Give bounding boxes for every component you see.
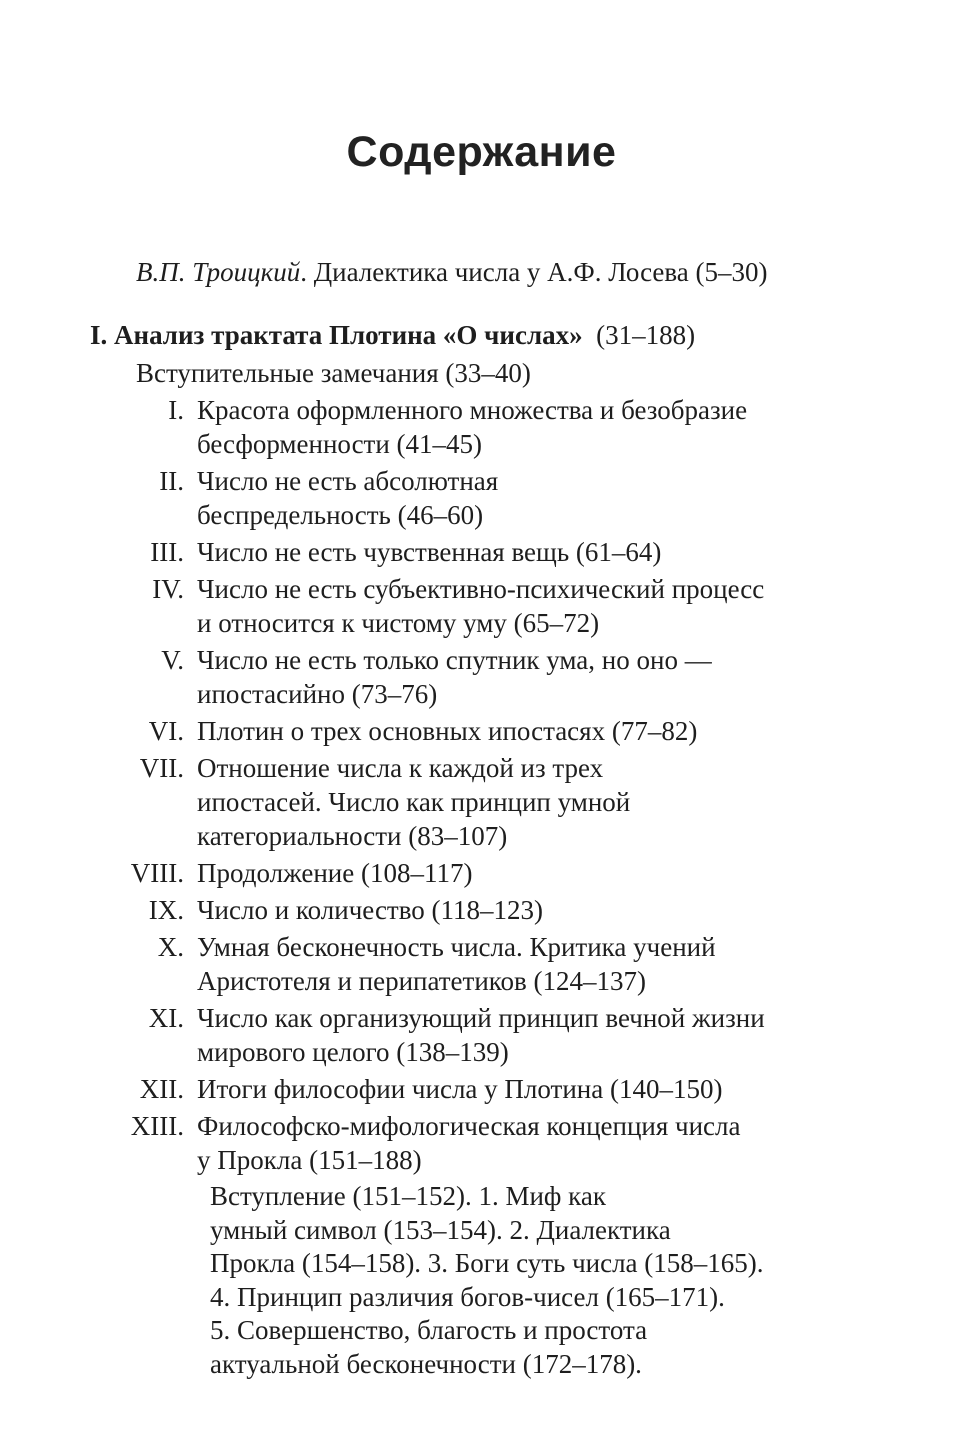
chapter-title [197, 393, 837, 461]
chapter-list [0, 393, 963, 1177]
part-number: I. [90, 320, 108, 350]
chapter-number: IX. [148, 895, 184, 925]
toc-entry-intro-remarks[interactable] [136, 356, 531, 390]
chapter-number: II. [159, 466, 184, 496]
chapter-title-line: Плотин о трех основных ипостасях (77–82) [197, 716, 698, 746]
chapter-title [197, 893, 837, 927]
toc-part-heading[interactable] [90, 318, 695, 352]
subsection-line[interactable]: 4. Принцип различия богов-чисел (165–171). [210, 1281, 725, 1312]
chapter-title [197, 1001, 837, 1069]
chapter-title-line: ипостасийно (73–76) [197, 679, 438, 709]
chapter-number: III. [150, 537, 184, 567]
chapter-number: I. [168, 395, 184, 425]
chapter-title [197, 1109, 837, 1177]
chapter-title-line: Число не есть абсолютная [197, 466, 499, 496]
subsection-line[interactable]: умный символ (153–154). 2. Диалектика [210, 1214, 671, 1245]
chapter-number: X. [157, 932, 184, 962]
chapter-title-line: Красота оформленного множества и безобразие [197, 395, 748, 425]
chapter-title-line: Отношение числа к каждой из трех [197, 753, 604, 783]
chapter-number: V. [161, 645, 184, 675]
chapter-title [197, 572, 837, 640]
chapter-entry[interactable] [0, 393, 963, 461]
chapter-entry[interactable] [0, 1109, 963, 1177]
intro-title: . Диалектика числа у А.Ф. Лосева (5–30) [300, 257, 768, 287]
chapter-title-line: Итоги философии числа у Плотина (140–150) [197, 1074, 723, 1104]
chapter-entry[interactable] [0, 930, 963, 998]
toc-entry-intro[interactable] [136, 255, 768, 289]
chapter-number: VII. [139, 753, 184, 783]
chapter-title-line: Философско-мифологическая концепция числа [197, 1111, 741, 1141]
intro-remarks-label: Вступительные замечания (33–40) [136, 358, 531, 388]
chapter-number: XIII. [130, 1111, 184, 1141]
subsection-paragraph [210, 1180, 850, 1381]
chapter-entry[interactable] [0, 535, 963, 569]
chapter-title-line: Умная бесконечность числа. Критика учений [197, 932, 716, 962]
chapter-title-line: и относится к чистому уму (65–72) [197, 608, 600, 638]
chapter-title [197, 751, 837, 853]
chapter-title [197, 930, 837, 998]
chapter-number: XII. [139, 1074, 184, 1104]
part-title: Анализ трактата Плотина «О числах» [114, 320, 583, 350]
subsection-line[interactable]: Прокла (154–158). 3. Боги суть числа (158–165). [210, 1248, 764, 1278]
chapter-title-line: Число не есть субъективно-психический процесс [197, 574, 765, 604]
chapter-entry[interactable] [0, 1001, 963, 1069]
chapter-entry[interactable] [0, 856, 963, 890]
chapter-title-line: Число как организующий принцип вечной жизни [197, 1003, 765, 1033]
chapter-title [197, 535, 837, 569]
chapter-title [197, 1072, 837, 1106]
chapter-title-line: ипостасей. Число как принцип умной [197, 787, 631, 817]
chapter-entry[interactable] [0, 643, 963, 711]
chapter-title-line: бесформенности (41–45) [197, 429, 483, 459]
chapter-title [197, 856, 837, 890]
chapter-title-line: категориальности (83–107) [197, 821, 508, 851]
intro-author: В.П. Троицкий [136, 257, 301, 287]
subsection-line[interactable]: актуальной бесконечности (172–178). [210, 1348, 642, 1379]
chapter-entry[interactable] [0, 893, 963, 927]
chapter-title-line: Число и количество (118–123) [197, 895, 544, 925]
chapter-title-line: Число не есть чувственная вещь (61–64) [197, 537, 662, 567]
chapter-number: VI. [148, 716, 184, 746]
chapter-entry[interactable] [0, 714, 963, 748]
subsection-line[interactable]: 5. Совершенство, благость и простота [210, 1315, 648, 1345]
chapter-title-line: Число не есть только спутник ума, но оно — [197, 645, 712, 675]
chapter-title [197, 643, 837, 711]
chapter-entry[interactable] [0, 751, 963, 853]
page-title: Содержание [346, 128, 617, 176]
chapter-entry[interactable] [0, 464, 963, 532]
part-pages: (31–188) [582, 320, 696, 350]
chapter-entry[interactable] [0, 1072, 963, 1106]
chapter-title [197, 464, 837, 532]
chapter-number: XI. [148, 1003, 184, 1033]
chapter-title-line: у Прокла (151–188) [197, 1145, 422, 1175]
chapter-number: VIII. [130, 858, 184, 888]
chapter-entry[interactable] [0, 572, 963, 640]
chapter-title [197, 714, 837, 748]
chapter-title-line: Продолжение (108–117) [197, 858, 473, 888]
chapter-title-line: Аристотеля и перипатетиков (124–137) [197, 966, 647, 996]
chapter-title-line: мирового целого (138–139) [197, 1037, 509, 1067]
chapter-number: IV. [152, 574, 184, 604]
chapter-title-line: беспредельность (46–60) [197, 500, 484, 530]
subsection-line[interactable]: Вступление (151–152). 1. Миф как [210, 1181, 606, 1211]
